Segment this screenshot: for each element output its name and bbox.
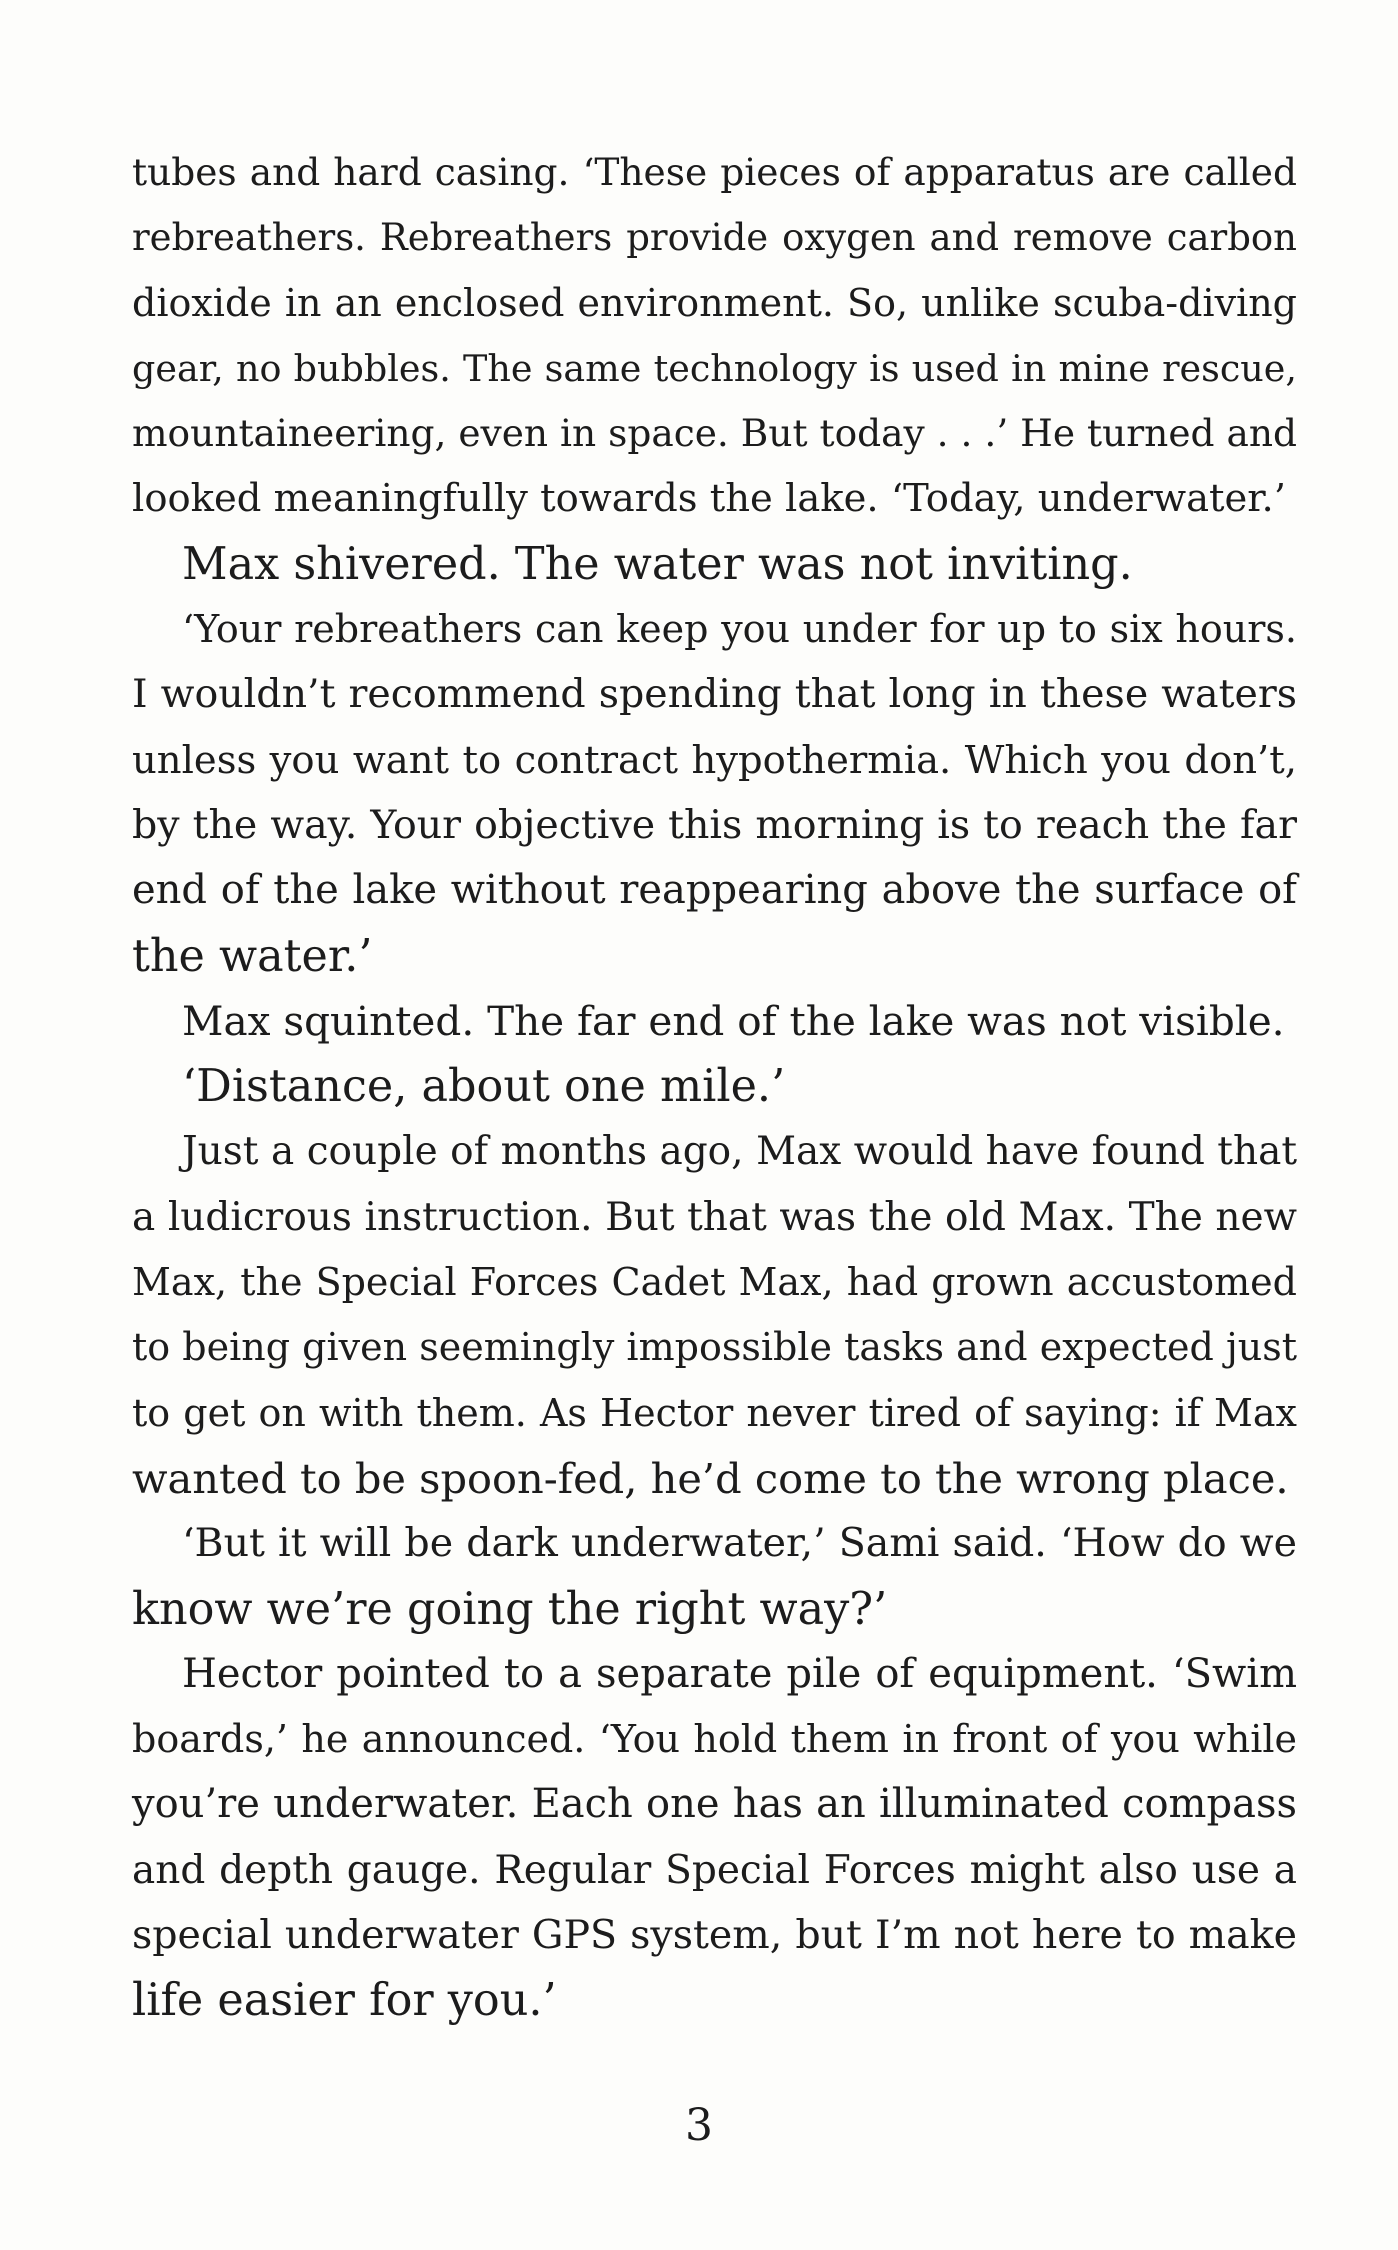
text-line: wanted to be spoon-fed, he’d come to the wrong place.	[132, 1453, 1289, 1503]
text-line: Hector pointed to a separate pile of equipment. ‘Swim	[182, 1650, 1297, 1697]
text-line: gear, no bubbles. The same technology is used in mine rescue,	[132, 346, 1297, 390]
text-line: the water.’	[132, 930, 373, 982]
text-line: mountaineering, even in space. But today . . .’ He turned and	[132, 411, 1297, 456]
text-line: by the way. Your objective this morning is to reach the far	[132, 801, 1297, 848]
text-line: dioxide in an enclosed environment. So, unlike scuba-diving	[132, 280, 1297, 325]
text-line: ‘Distance, about one mile.’	[182, 1061, 786, 1113]
text-line: boards,’ he announced. ‘You hold them in front of you while	[132, 1717, 1297, 1762]
text-line: I wouldn’t recommend spending that long in these waters	[132, 671, 1297, 718]
text-line: unless you want to contract hypothermia. Which you don’t,	[132, 737, 1297, 783]
text-line: Just a couple of months ago, Max would have found that	[182, 1129, 1297, 1175]
text-line: a ludicrous instruction. But that was the old Max. The new	[132, 1194, 1297, 1240]
text-line: to being given seemingly impossible tasks and expected just	[132, 1325, 1297, 1370]
text-line: you’re underwater. Each one has an illuminated compass	[132, 1781, 1297, 1828]
text-line: to get on with them. As Hector never tired of saying: if Max	[132, 1390, 1297, 1435]
text-line: rebreathers. Rebreathers provide oxygen and remove carbon	[132, 216, 1297, 260]
text-line: looked meaningfully towards the lake. ‘Today, underwater.’	[132, 476, 1286, 522]
text-line: and depth gauge. Regular Special Forces might also use a	[132, 1847, 1297, 1893]
text-line: Max squinted. The far end of the lake was not visible.	[182, 996, 1285, 1045]
text-line: know we’re going the right way?’	[132, 1583, 888, 1635]
body-text	[132, 140, 1297, 2034]
page-number: 3	[685, 2100, 713, 2151]
text-line: life easier for you.’	[132, 1975, 557, 2027]
text-line: ‘Your rebreathers can keep you under for up to six hours.	[182, 607, 1297, 652]
text-line: tubes and hard casing. ‘These pieces of apparatus are called	[132, 150, 1297, 194]
text-line: end of the lake without reappearing above the surface of	[132, 867, 1297, 914]
text-line: special underwater GPS system, but I’m not here to make	[132, 1912, 1297, 1959]
text-line: Max, the Special Forces Cadet Max, had grown accustomed	[132, 1260, 1297, 1305]
text-line: Max shivered. The water was not inviting.	[182, 538, 1133, 590]
text-line: ‘But it will be dark underwater,’ Sami said. ‘How do we	[182, 1520, 1297, 1567]
